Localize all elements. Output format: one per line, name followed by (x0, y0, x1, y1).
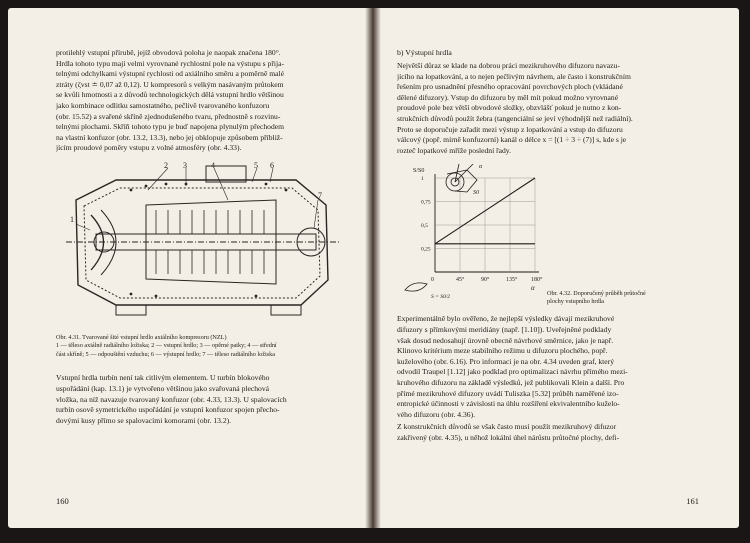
text-line: kruhového difuzoru na základě výsledků, jež publikovali Klein a další. Pro (397, 377, 625, 387)
text-line: telnými plochami. Skříň tohoto typu je buď napojena plynulým přechodem (56, 122, 285, 132)
left-paragraph-1 (56, 48, 351, 154)
figure-label-7: 7 (318, 190, 322, 200)
x-tick-label: 180° (531, 277, 543, 284)
text-line: vého difuzoru (obr. 4.36). (397, 409, 476, 419)
right-page (381, 8, 739, 528)
left-page (8, 8, 365, 528)
text-line: uspořádání (kap. 13.1) je vytvořeno většinou jako svařovaná plechová (56, 384, 269, 394)
x-tick-label: 135° (506, 277, 518, 284)
figure-4-32 (397, 160, 725, 310)
alpha-label: α (479, 164, 483, 171)
text-line: (obr. 15.52) a svařené skříně zjednodušeného tvaru, přednostně s rozvinu- (56, 111, 281, 121)
text-line: jícím proudové poměry vstupu z volné atmosféry (obr. 4.33). (56, 143, 242, 153)
text-line: dovými kusy přímo se spalovacími komorami (obr. 13.2). (56, 415, 232, 425)
s-half-label: S = S0/2 (431, 294, 450, 301)
text-line: se kvůli hmotnosti a z důvodů technologických dělá vstupní hrdlo většinou (56, 90, 284, 100)
text-line: Klinovo kritérium meze stabilního režimu u difuzoru plochého, popř. (397, 346, 608, 356)
page-number-right: 161 (686, 496, 699, 506)
figure-4-32-caption (547, 290, 646, 306)
right-paragraph-3 (397, 422, 725, 443)
text-line: odvodil Traupel [1.12] jako podklad pro optimalizaci návrhu přímého mezi- (397, 367, 628, 377)
text-line: na vlastní konfuzor (obr. 13.2, 13.3), nebo jej obklopuje způsobem příbliž- (56, 132, 283, 142)
text-line: entropické účinnosti v závislosti na úhlu rozšíření ekvivalentního kuželo- (397, 399, 620, 409)
text-line: turbín osově symetrického uspořádání je vstupní konfuzor spojen přecho- (56, 405, 280, 415)
text-line: proudové pole bez větší obvodové složky, obzvlášť pokud je nutno z kon- (397, 103, 622, 113)
book-gutter-right (373, 8, 381, 528)
text-line: vložka, na níž navazuje tvarovaný konfuzor (obr. 4.33, 13.3). U spalovacích (56, 394, 287, 404)
page-number-left: 160 (56, 496, 69, 506)
caption-line: plochy vstupního hrdla (547, 298, 605, 306)
text-line: jícího na lopatkování, a to nejen pečlivým návrhem, ale často i konstrukčním (397, 71, 631, 81)
right-paragraph-1 (397, 61, 725, 156)
figure-label-1: 1 (70, 214, 74, 224)
text-line: však dosud nedosahují úrovně obecně návrhové směrnice, jako je např. (397, 335, 614, 345)
y-tick-label: 0,5 (421, 223, 428, 230)
text-line: jako kombinace odlitku samostatného, pečlivě tvarovaného konfuzoru (56, 100, 270, 110)
x-tick-label: 0 (431, 277, 434, 284)
text-line: protilehlý vstupní přírubě, jejíž obvodová poloha je naopak značena 180°. (56, 48, 281, 57)
caption-line: část skříně; 5 — odpouštění vzduchu; 6 — výstupní hrdlo; 7 — těleso radiálního ložiska (56, 350, 275, 358)
text-line: rozteč lopatkové mříže poslední řady. (397, 145, 512, 155)
text-line: Experimentálně bylo ověřeno, že nejlepší výsledky dávají mezikruhové (397, 314, 615, 324)
figure-label-3: 3 (183, 160, 187, 170)
caption-line: 1 — těleso axiálně radiálního ložiska; 2 — vstupní hrdlo; 3 — opěrné patky; 4 — střední (56, 342, 277, 350)
text-line: kuželového (obr. 6.16). Pro informaci je na obr. 4.34 uveden graf, který (397, 356, 614, 366)
s0-label: S0 (473, 190, 479, 197)
compressor-inlet-drawing (56, 160, 346, 330)
caption-line: Obr. 4.32. Doporučený průběh průtočné (547, 290, 646, 298)
y-tick-label: 0,75 (421, 199, 431, 206)
figure-label-2: 2 (164, 160, 168, 170)
y-axis-label: S/S0 (413, 168, 425, 175)
y-tick-label: 1 (421, 176, 424, 183)
text-line: telnými odchylkami výstupní rychlosti od axiálního směru a poměrně malé (56, 69, 284, 79)
text-line: přímé mezikruhové difuzory uvádí Tuliszka [5.32] průběh naměřené izo- (397, 388, 619, 398)
text-line: Hrdla tohoto typu mají velmi vyrovnané rychlostní pole na výstupu s přija- (56, 58, 284, 68)
caption-title: Obr. 4.31. Tvarované šité vstupní hrdlo axiálního kompresoru (NZL) (56, 333, 227, 341)
x-tick-label: 90° (481, 277, 490, 284)
text-line: Největší důraz se klade na dobrou práci mezikruhového difuzoru navazu- (397, 61, 620, 70)
text-line: ztráty (ζvst ≐ 0,07 až 0,12). U kompresorů s velkým nasávaným průtokem (56, 79, 284, 89)
text-line: Vstupní hrdla turbín není tak citlivým elementem. U turbín blokového (56, 373, 270, 383)
text-line: řešením pro usnadnění přesného opracování povrchových ploch (vkládané (397, 82, 623, 92)
text-line: Z konstrukčních důvodů se však často musí použít mezikruhový difuzor (397, 422, 617, 432)
figure-label-6: 6 (270, 160, 274, 170)
text-line: strukčních důvodů použít žebra (tangenciální se jeví výhodnější než radiální). (397, 113, 633, 123)
text-line: dělené difuzory). Vstup do difuzoru by měl mít pokud možno vyrovnané (397, 92, 619, 102)
text-line: difuzory s přímkovými meridiány (např. [1.10]). Uveřejněné podklady (397, 324, 612, 334)
x-tick-label: 45° (456, 277, 465, 284)
y-tick-label: 0,25 (421, 246, 431, 253)
text-line: Proto se doporučuje zařadit mezi výstup z lopatkování a vstup do difuzoru (397, 124, 623, 134)
figure-label-5: 5 (254, 160, 258, 170)
book-gutter-left (365, 8, 373, 528)
text-line: válcový (popř. mírně konfuzorní) kanál o délce x = [(1 ÷ 3 ÷ (7)] s, kde s je (397, 135, 627, 145)
left-paragraph-2 (56, 373, 351, 426)
flow-area-chart (397, 160, 545, 310)
section-heading: b) Výstupní hrdla (397, 48, 452, 57)
right-paragraph-2 (397, 314, 725, 420)
x-axis-label: α (531, 284, 535, 293)
figure-label-4: 4 (211, 160, 215, 170)
text-line: zakřivený (obr. 4.35), u něhož lokální úhel nárůstu průtočné plochy, defi- (397, 432, 620, 442)
figure-4-31-caption (56, 334, 351, 360)
